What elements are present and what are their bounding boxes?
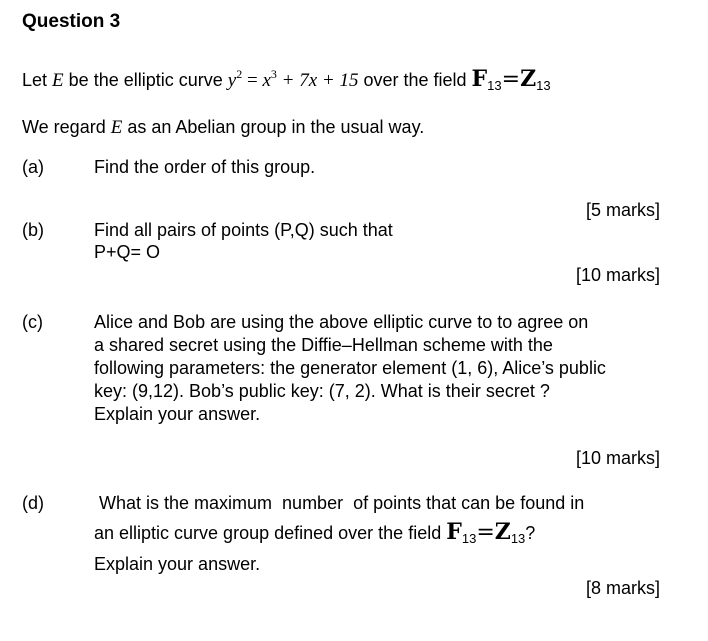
field-subscript-1: 13 — [487, 78, 502, 93]
equation-y: y — [227, 70, 237, 91]
part-d-line-1: What is the maximum number of points that can be found in — [94, 493, 585, 513]
curve-equation — [227, 67, 359, 91]
part-c-line: following parameters: the generator element (1, 6), Alice’s public — [94, 358, 606, 378]
field-notation — [471, 66, 551, 93]
part-c-line: Alice and Bob are using the above elliptic curve to to agree on — [94, 312, 589, 332]
equation-exponent-2: 2 — [236, 67, 243, 81]
field-subscript-1: 13 — [461, 531, 477, 546]
intro-line — [22, 63, 551, 97]
regard-line — [22, 116, 424, 139]
equation-equals: = — [242, 70, 263, 91]
part-b-label: (b) — [22, 220, 44, 240]
regard-suffix: as an Abelian group in the usual way. — [127, 117, 425, 137]
intro-curve-text: be the elliptic curve — [68, 70, 223, 90]
part-c-text — [94, 311, 606, 426]
field-equals: = — [476, 520, 495, 545]
equation-x: x — [262, 70, 271, 91]
part-a-marks: [5 marks] — [585, 200, 660, 220]
regard-prefix: We regard — [22, 117, 106, 137]
part-c-label: (c) — [22, 312, 43, 332]
part-c-line: Explain your answer. — [94, 404, 261, 424]
part-c-line: a shared secret using the Diffie–Hellman scheme with the — [94, 335, 553, 355]
part-d-label: (d) — [22, 493, 44, 513]
equation-exponent-3: 3 — [270, 67, 277, 81]
part-d-line-3: Explain your answer. — [94, 554, 261, 574]
part-d-line-2-text: an elliptic curve group defined over the field — [94, 523, 442, 543]
part-d-line-2 — [94, 521, 535, 550]
curve-symbol-e: E — [52, 70, 64, 91]
field-symbol-f: F — [471, 66, 488, 92]
part-a-label: (a) — [22, 157, 44, 177]
field-symbol-f: F — [446, 519, 462, 545]
part-d-marks: [8 marks] — [585, 578, 660, 598]
part-c-line: key: (9,12). Bob’s public key: (7, 2). What is their secret ? — [94, 381, 550, 401]
field-equals: = — [501, 67, 521, 92]
field-symbol-z: Z — [494, 519, 511, 545]
part-a-text: Find the order of this group. — [94, 157, 316, 177]
question-title: Question 3 — [22, 11, 121, 32]
part-c-marks: [10 marks] — [575, 448, 660, 468]
intro-field-text: over the field — [363, 70, 467, 90]
group-symbol-e: E — [110, 117, 123, 138]
part-d-question-mark: ? — [525, 523, 536, 543]
equation-rest: + 7x + 15 — [276, 70, 359, 91]
part-b-line-1: Find all pairs of points (P,Q) such that — [94, 220, 393, 240]
field-subscript-2: 13 — [536, 78, 551, 93]
field-subscript-2: 13 — [510, 531, 526, 546]
field-notation-d — [446, 519, 526, 546]
field-symbol-z: Z — [520, 66, 537, 92]
part-b-marks: [10 marks] — [575, 265, 660, 285]
intro-prefix: Let — [22, 70, 48, 90]
part-b-line-2: P+Q= O — [94, 242, 161, 262]
